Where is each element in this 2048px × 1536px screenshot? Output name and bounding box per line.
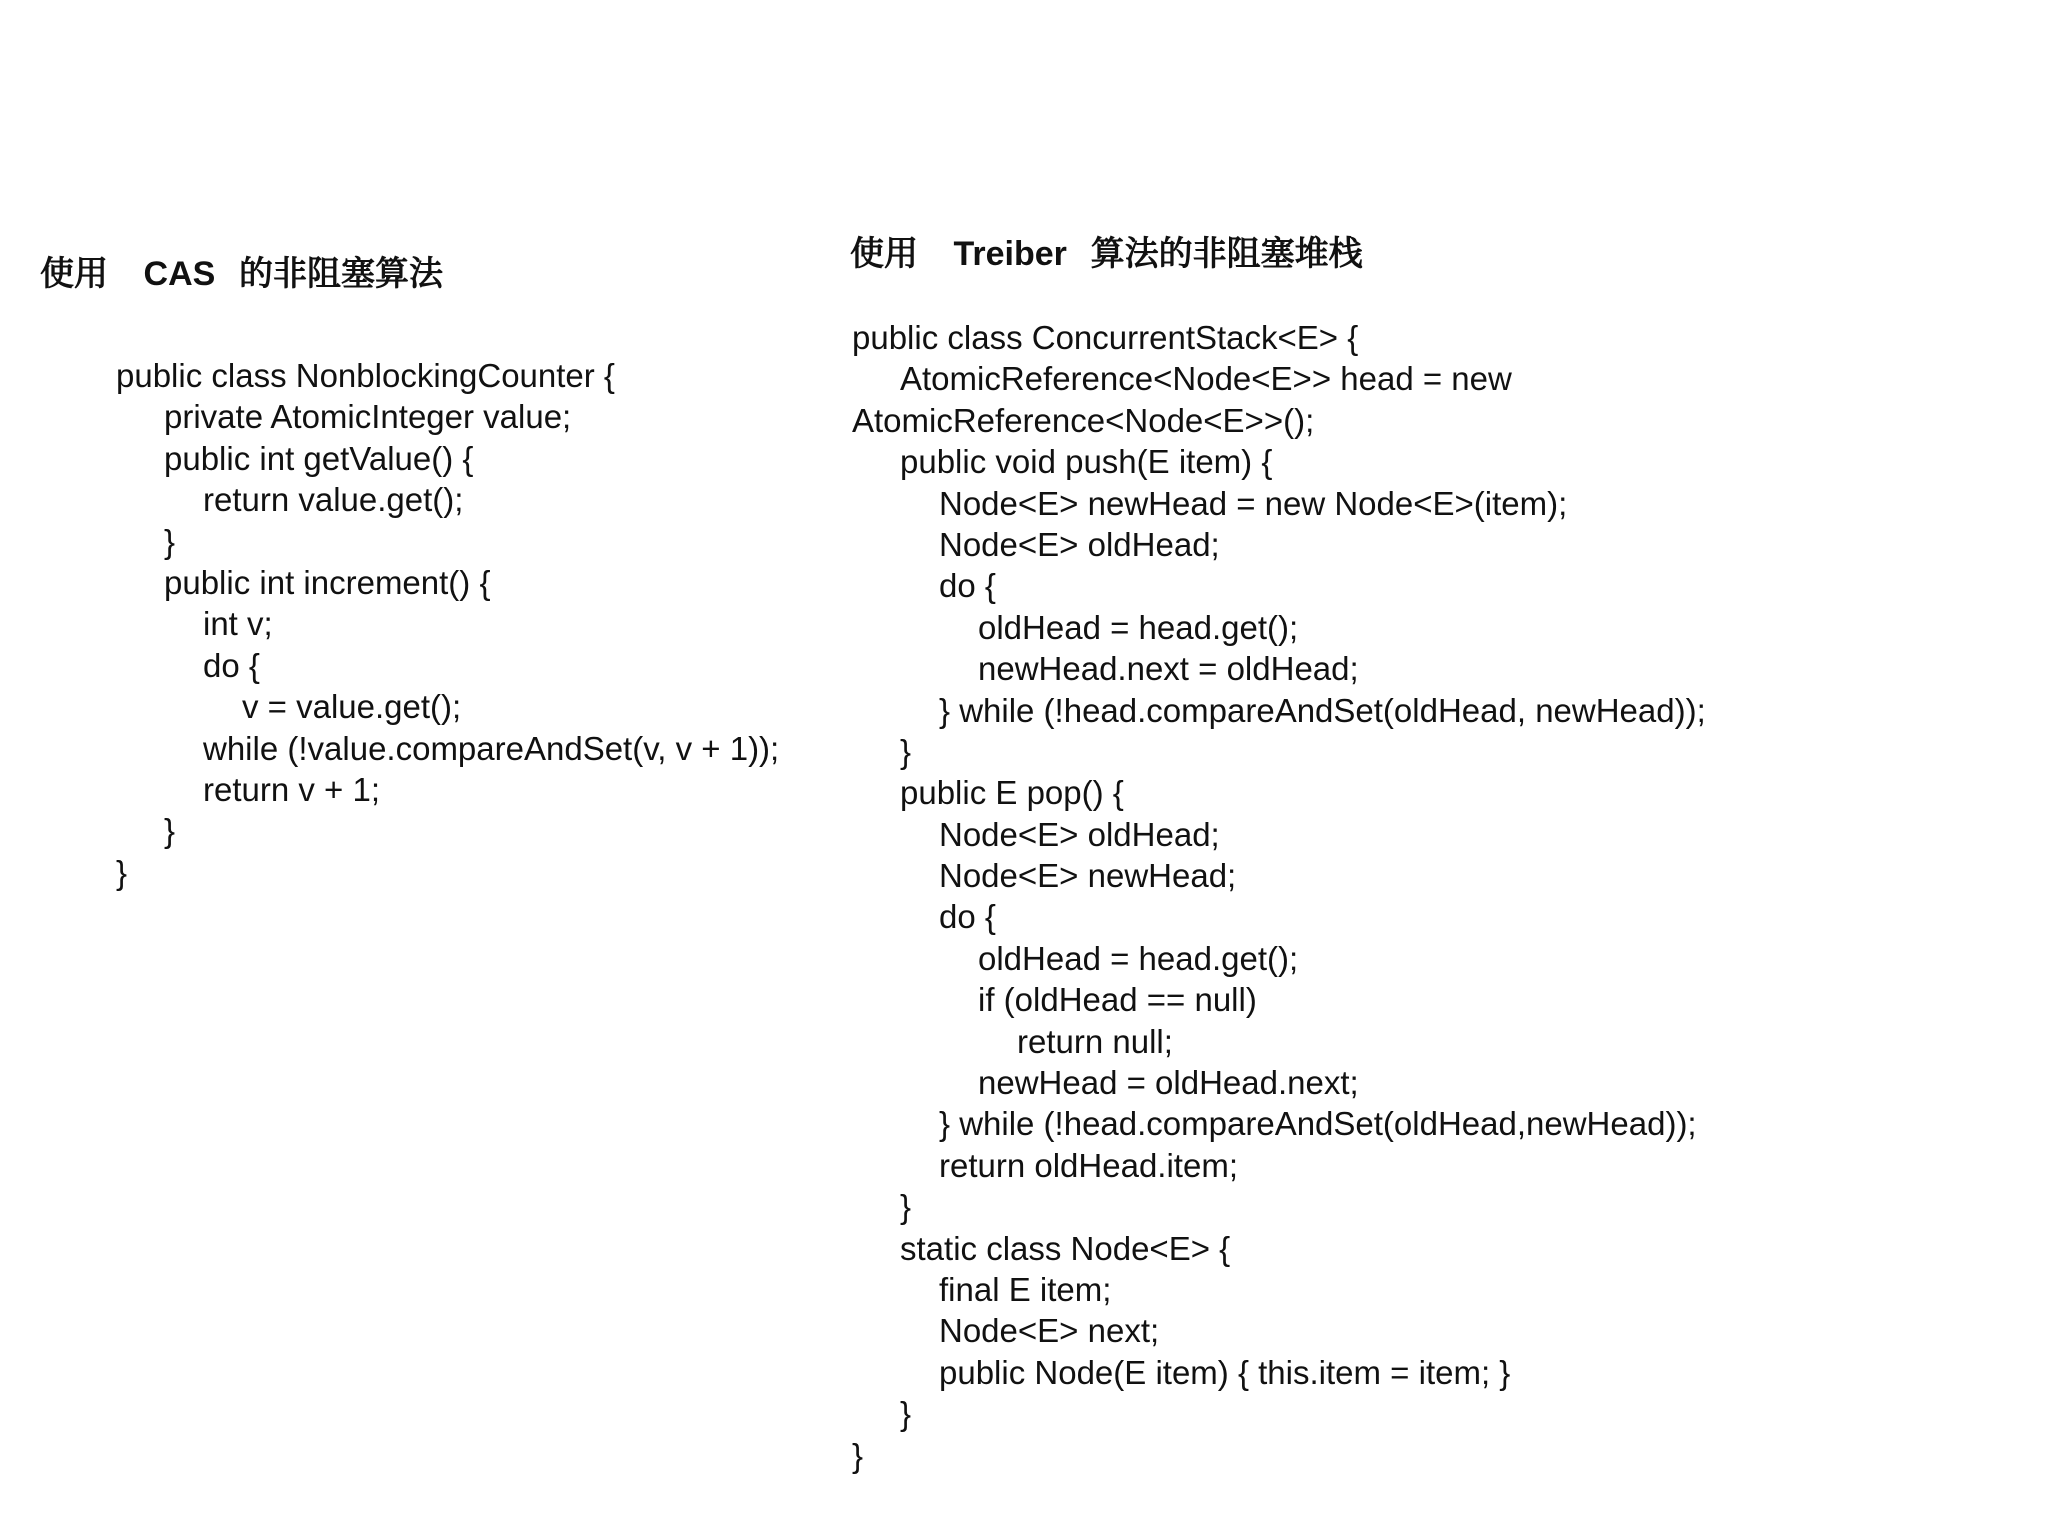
code-line: oldHead = head.get();	[978, 939, 1299, 977]
code-line: while (!value.compareAndSet(v, v + 1));	[203, 729, 780, 767]
code-line: public class ConcurrentStack<E> {	[852, 319, 1359, 356]
code-line: do {	[939, 567, 996, 605]
code-line: v = value.get();	[242, 688, 462, 726]
code-line: }	[164, 812, 176, 850]
code-line: public int increment() {	[164, 563, 491, 601]
code-line: AtomicReference<Node<E>> head = new	[900, 360, 1512, 398]
treiber-title-suffix: 算法的非阻塞堆栈	[1090, 234, 1363, 274]
code-line: }	[852, 1436, 864, 1474]
code-line: } while (!head.compareAndSet(oldHead,newHead));	[939, 1105, 1697, 1143]
code-line: Node<E> newHead;	[939, 857, 1237, 895]
cas-title-term: CAS	[143, 255, 216, 293]
code-line: }	[900, 1395, 912, 1433]
treiber-section-title	[850, 234, 1363, 274]
code-line: Node<E> newHead = new Node<E>(item);	[939, 484, 1568, 522]
code-line: do {	[203, 646, 260, 684]
code-line: int v;	[203, 605, 273, 643]
code-line: return v + 1;	[203, 770, 381, 808]
code-line: public void push(E item) {	[900, 443, 1273, 481]
nonblocking-counter-code	[116, 355, 779, 893]
code-line: }	[900, 1188, 912, 1226]
code-line: do {	[939, 898, 996, 936]
treiber-title-term: Treiber	[953, 235, 1067, 273]
code-line: } while (!head.compareAndSet(oldHead, newHead));	[939, 691, 1706, 729]
code-line: if (oldHead == null)	[978, 981, 1257, 1019]
code-line: return null;	[1017, 1022, 1173, 1060]
code-line: }	[164, 522, 176, 560]
code-line: final E item;	[939, 1270, 1112, 1308]
code-line: newHead.next = oldHead;	[978, 650, 1359, 688]
code-line: AtomicReference<Node<E>>();	[852, 401, 1315, 439]
code-line: static class Node<E> {	[900, 1229, 1231, 1267]
code-line: public class NonblockingCounter {	[116, 357, 615, 394]
treiber-title-prefix: 使用	[850, 234, 918, 274]
cas-title-suffix: 的非阻塞算法	[239, 254, 443, 294]
concurrent-stack-code	[852, 317, 1706, 1476]
code-line: private AtomicInteger value;	[164, 398, 572, 436]
code-line: oldHead = head.get();	[978, 608, 1299, 646]
cas-section-title	[40, 254, 443, 294]
code-line: Node<E> oldHead;	[939, 815, 1220, 853]
code-line: Node<E> oldHead;	[939, 525, 1220, 563]
code-line: }	[900, 732, 912, 770]
code-line: public E pop() {	[900, 774, 1124, 812]
code-line: public Node(E item) { this.item = item; }	[939, 1353, 1511, 1391]
cas-title-prefix: 使用	[40, 254, 108, 294]
code-line: return value.get();	[203, 481, 464, 519]
code-line: newHead = oldHead.next;	[978, 1064, 1359, 1102]
code-line: }	[116, 853, 128, 891]
code-line: public int getValue() {	[164, 439, 474, 477]
code-line: Node<E> next;	[939, 1312, 1160, 1350]
code-line: return oldHead.item;	[939, 1146, 1238, 1184]
